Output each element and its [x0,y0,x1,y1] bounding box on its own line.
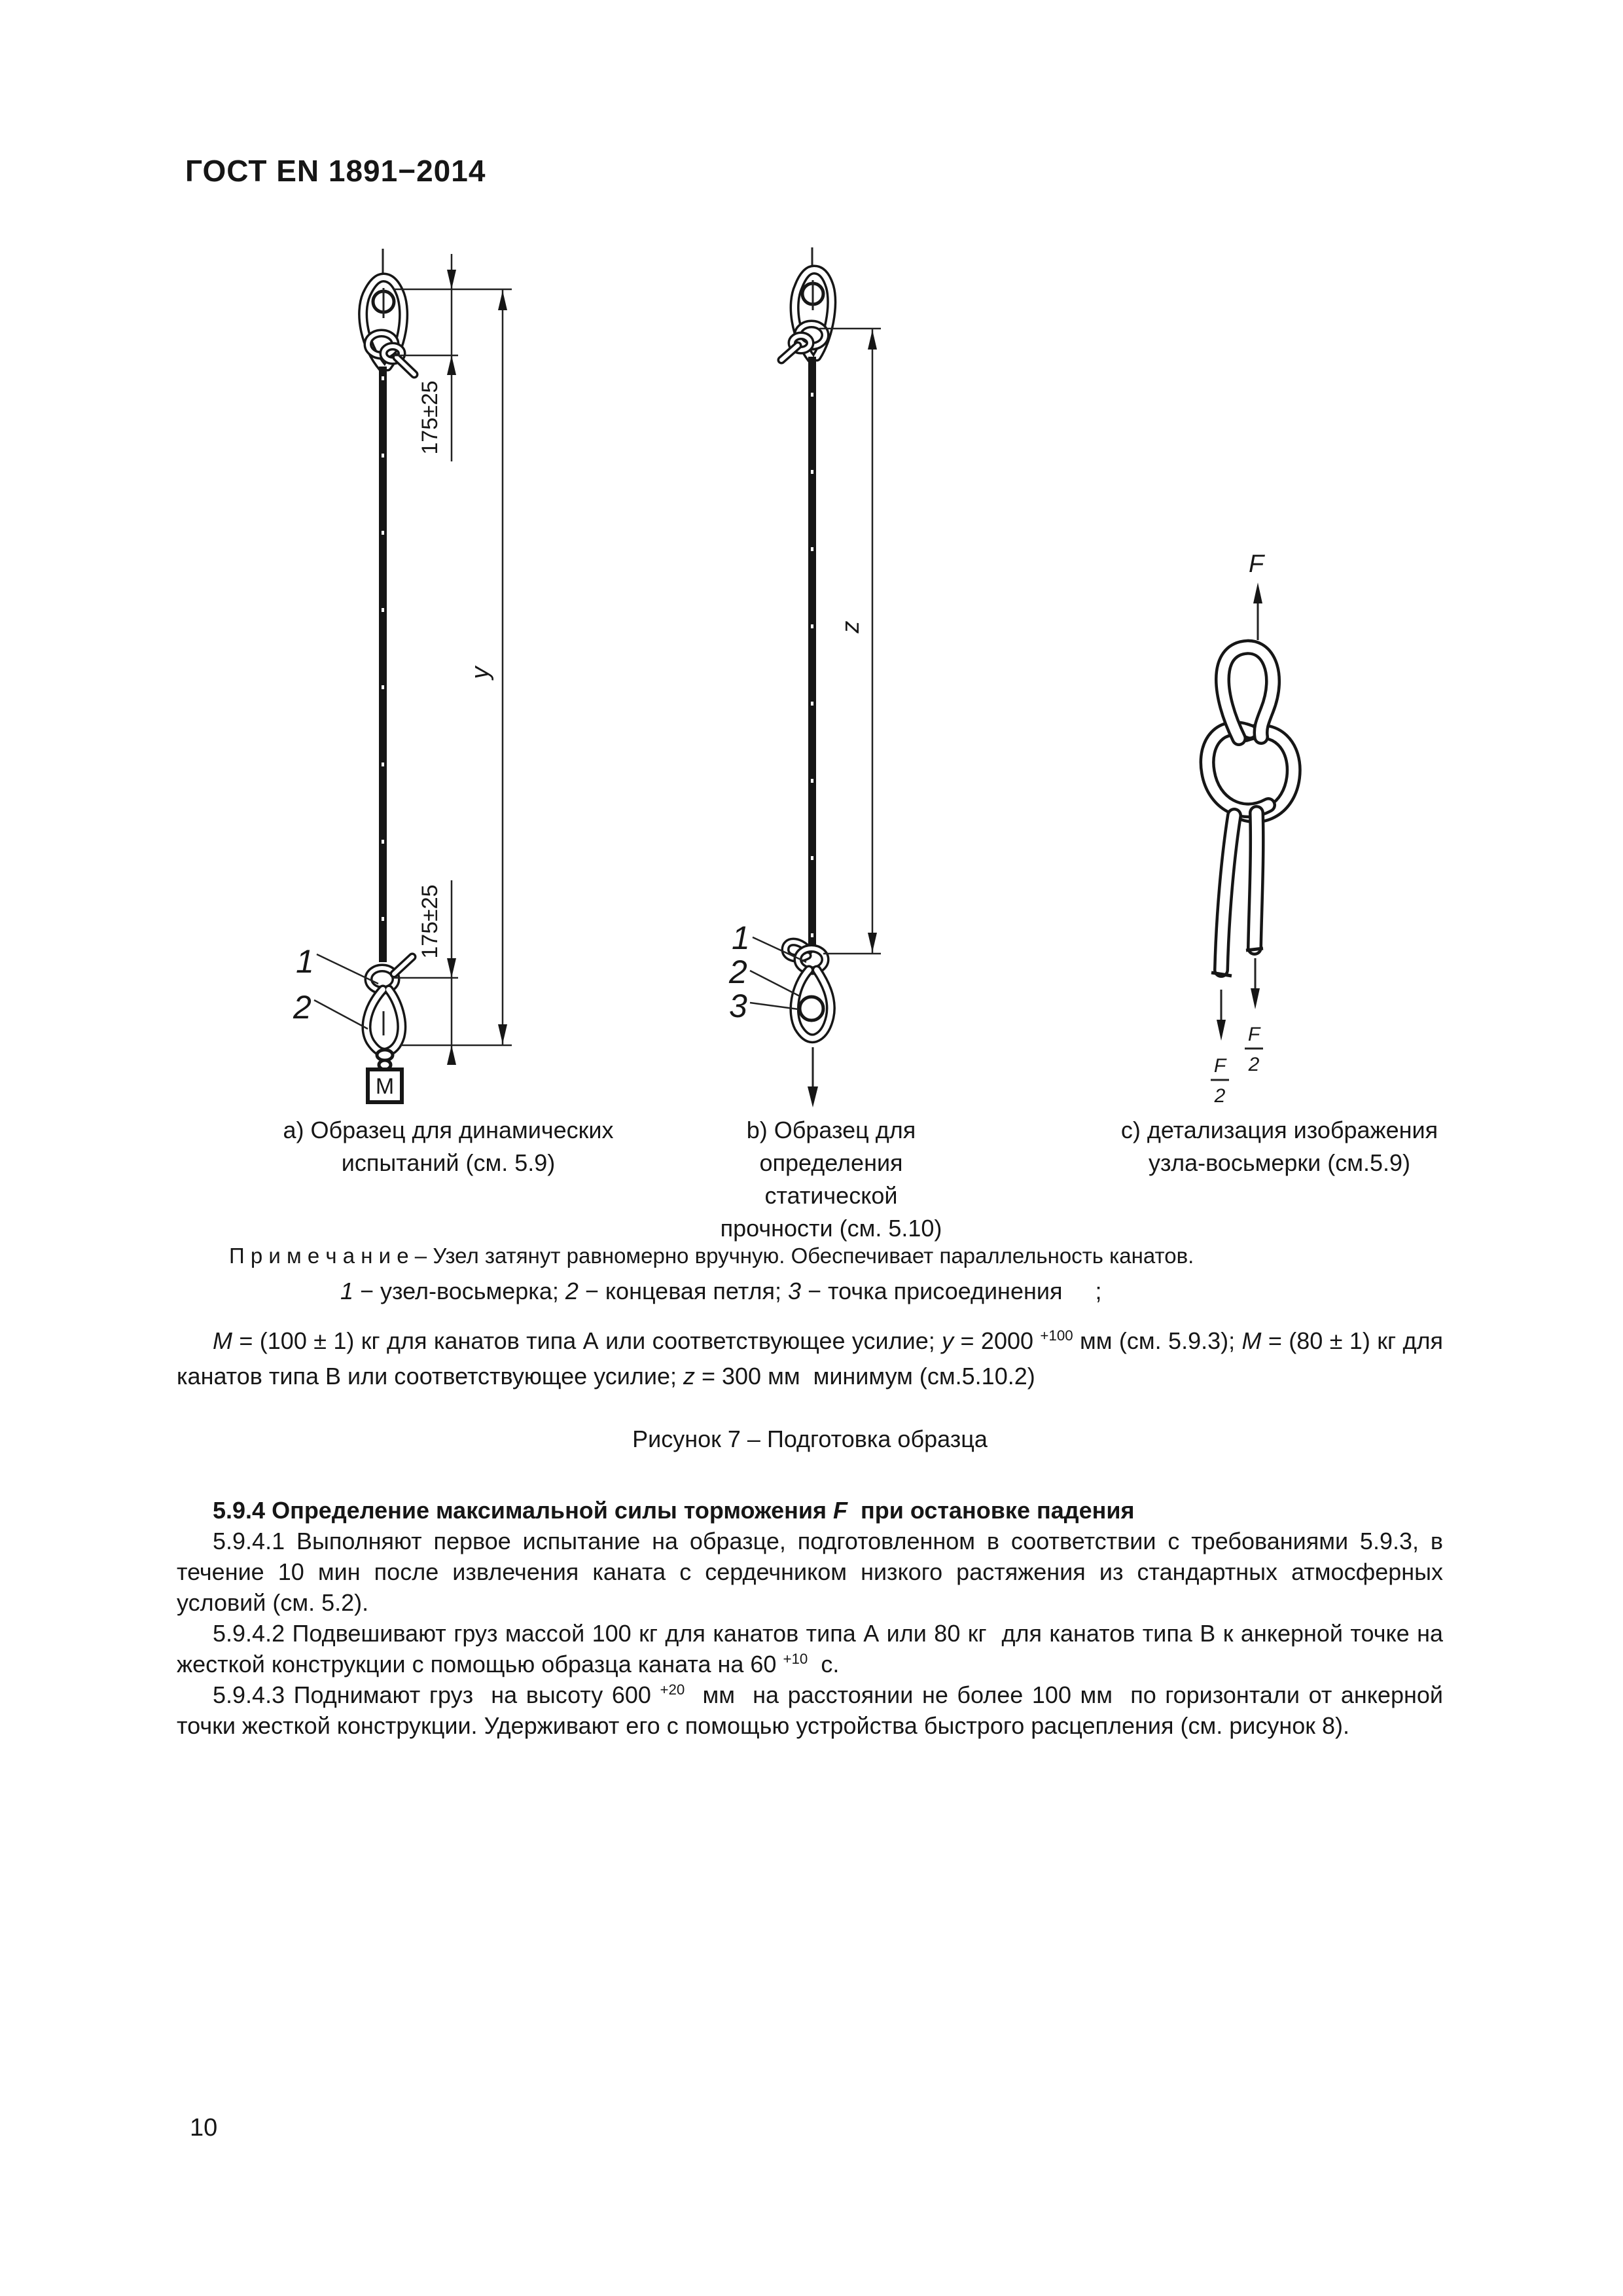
figure-7-caption: Рисунок 7 – Подготовка образца [632,1426,988,1452]
callout-1: 1 [732,920,750,956]
force-f2-left [1211,990,1229,1107]
legend-key-1: 1 [340,1278,354,1304]
tolerance-sup: +100 [1040,1327,1073,1344]
note-text: – Узел затянут равномерно вручную. Обеспечивает параллельность канатов. [408,1244,1194,1268]
knot-detail-drawing [1207,550,1294,1107]
caption-b-line4: прочности (см. 5.10) [720,1215,942,1242]
note-label: П р и м е ч а н и е [229,1244,409,1268]
caption-b-line1: b) Образец для [746,1117,916,1143]
dim-175-bottom-label: 175±25 [418,884,442,959]
paragraph-5-9-4-1: 5.9.4.1 Выполняют первое испытание на образце, подготовленном в соответствии с требованиями 5.9.3, в течение 10 мин после извлечения каната с сердечником низкого растяжения из стандартных атмосферных условий (см. 5.2). [177,1528,1443,1616]
dim-z-label: z [837,620,865,634]
caption-b-line3: статической [764,1182,898,1209]
figure-7-drawing [262,243,1414,1114]
specimen-b-drawing [728,247,881,1107]
tolerance-sup: +10 [783,1651,808,1667]
specimen-a-drawing [293,249,512,1102]
svg-text:2: 2 [1248,1054,1260,1075]
paragraph-5-9-4-2: 5.9.4.2 Подвешивают груз массой 100 кг для канатов типа А или 80 кг для канатов типа В к анкерной точке на жесткой конструкции с помощью образца каната на 60 $^{+10}$ с. [177,1620,1443,1677]
paragraph-5-9-4-3: 5.9.4.3 Поднимают груз на высоту 600 $^{+20}$ мм на расстоянии не более 100 мм по горизонтали от анкерной точки жесткой конструкции. Удерживают его с помощью устройства быстрого расцепления (см. рисунок 8). [177,1681,1443,1739]
parameters-paragraph: М = (100 ± 1) кг для канатов типа А или соответствующее усилие; y = 2000 $^{+100}$ мм (см. 5.9.3); М = (80 ± 1) кг для канатов типа В или соответствующее усилие; z = 300 мм минимум (см.5.10.2) [177,1327,1443,1390]
dimension-175-top [394,254,512,461]
svg-text:2: 2 [1214,1085,1226,1107]
callout-3: 3 [729,988,747,1024]
caption-b-line2: определения [759,1149,903,1176]
dimension-y [467,289,507,1045]
caption-a-line2: испытаний (см. 5.9) [341,1149,556,1176]
callout-2: 2 [729,954,747,990]
force-f-label: F [1249,550,1264,578]
dimension-175-bottom [393,880,512,1065]
legend-key-2: 2 [565,1278,579,1304]
dim-175-top-label: 175±25 [418,380,442,455]
callout-1: 1 [296,943,314,980]
mass-box-label: M [375,1074,395,1099]
section-5-9-4 [177,1495,1443,1741]
caption-a-line1: a) Образец для динамических [283,1117,614,1143]
callouts-b [728,920,806,1024]
tolerance-sup: +20 [660,1681,685,1698]
svg-text:F: F [1213,1055,1226,1077]
svg-text:F: F [1247,1024,1260,1045]
dimension-z [819,329,881,954]
dim-y-label: y [467,666,494,679]
figure-legend: 1 − узел-восьмерка; 2 − концевая петля; 3 − точка присоединения ; [340,1278,1102,1304]
document-header: ГОСТ EN 1891−2014 [185,154,486,188]
legend-key-3: 3 [787,1278,801,1304]
caption-c-line2: узла-восьмерки (см.5.9) [1148,1149,1411,1176]
page-number: 10 [190,2114,218,2142]
caption-c-line1: c) детализация изображения [1120,1117,1438,1143]
caption-c [1106,1114,1453,1179]
force-f-arrow [1249,550,1265,640]
figure-note [229,1244,1194,1268]
callout-2: 2 [293,989,312,1026]
section-heading: 5.9.4 Определение максимальной силы торможения F при остановке падения [213,1497,1135,1524]
force-f2-right [1245,958,1263,1075]
attachment-point [800,997,823,1020]
load-arrow [808,1047,818,1107]
caption-a [249,1114,648,1179]
caption-b [710,1114,952,1245]
